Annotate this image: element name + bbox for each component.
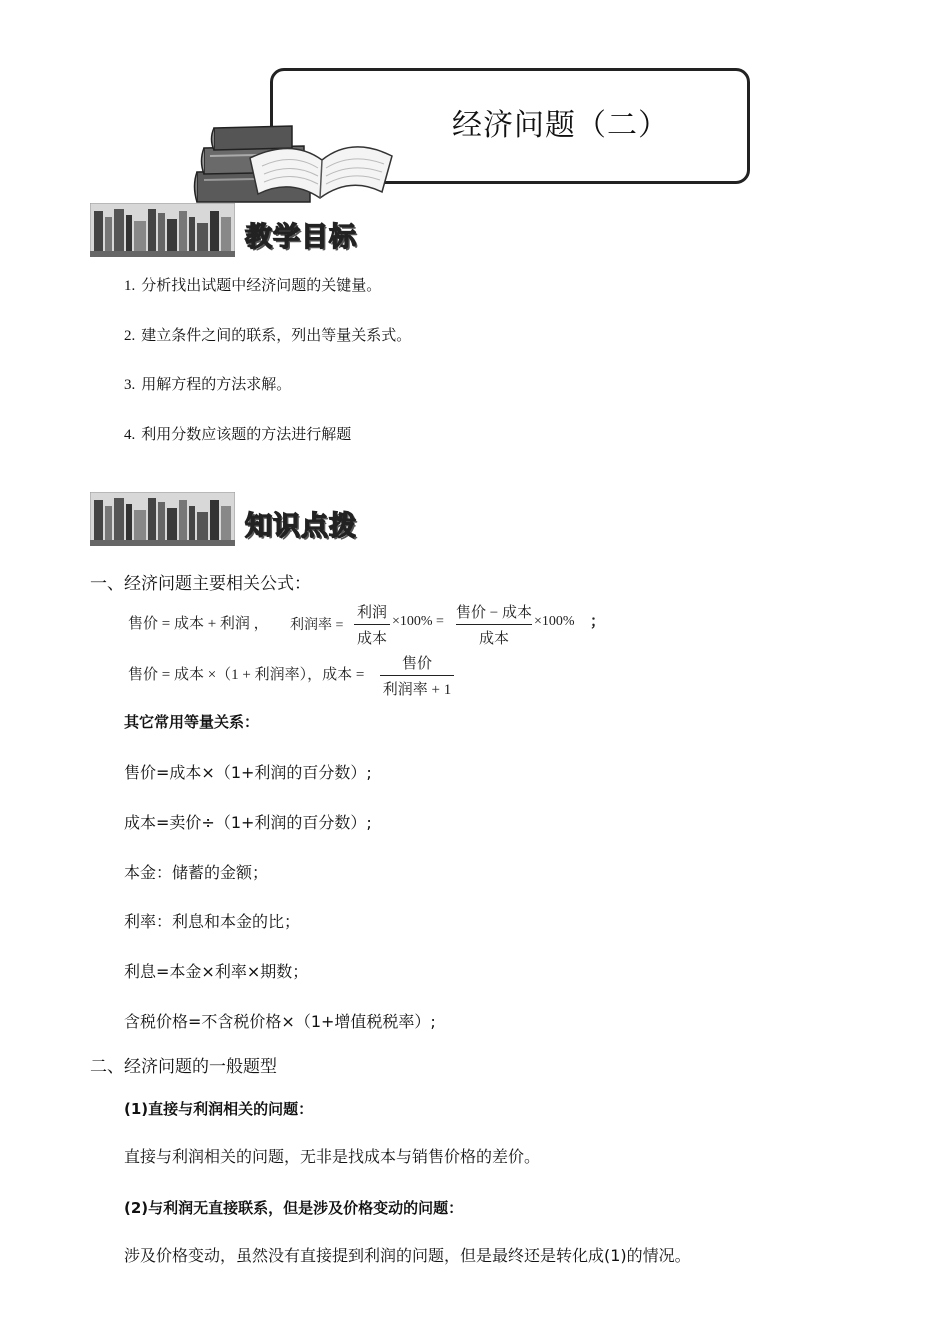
fraction-denominator: 成本 <box>356 631 387 647</box>
formula-multiplier: ×100% <box>534 614 575 629</box>
knowledge-section-title: 知识点拨 <box>245 511 357 542</box>
relation-item: 成本=卖价÷（1+利润的百分数）; <box>124 813 372 832</box>
goals-section-header <box>90 203 357 257</box>
part2-heading: 二、经济问题的一般题型 <box>90 1057 277 1077</box>
type1-text: 直接与利润相关的问题，无非是找成本与销售价格的差价。 <box>124 1147 541 1166</box>
fraction-denominator: 利润率 + 1 <box>382 682 452 698</box>
goal-item: 3. 用解方程的方法求解。 <box>124 375 292 393</box>
relation-item: 本金：储蓄的金额； <box>124 863 269 882</box>
fraction-bar <box>354 624 390 625</box>
formula-price-cost-profit: 售价 = 成本 + 利润 ， <box>128 616 269 632</box>
knowledge-section-header <box>90 492 357 546</box>
goals-section-title: 教学目标 <box>245 222 357 253</box>
formula-end-mark: ； <box>590 614 606 630</box>
fraction-bar <box>456 624 532 625</box>
goal-item: 4. 利用分数应该题的方法进行解题 <box>124 425 352 443</box>
fraction-bar <box>380 675 454 676</box>
formula-multiplier: ×100% = <box>392 614 444 629</box>
type1-title: (1)直接与利润相关的问题： <box>124 1100 314 1118</box>
other-relations-title: 其它常用等量关系： <box>124 713 260 731</box>
formula-rate-label: 利润率 = <box>290 618 344 633</box>
formula-fraction-profit-cost <box>354 601 390 648</box>
relation-item: 利息=本金×利率×期数； <box>124 962 309 981</box>
bookshelf-icon <box>90 203 235 257</box>
bookshelf-icon <box>90 492 235 546</box>
relation-item: 利率：利息和本金的比； <box>124 912 301 931</box>
formula-fraction-cost <box>380 652 454 699</box>
goal-item: 1. 分析找出试题中经济问题的关键量。 <box>124 276 382 294</box>
relation-item: 含税价格=不含税价格×（1+增值税税率）; <box>124 1012 436 1031</box>
goal-item: 2. 建立条件之间的联系，列出等量关系式。 <box>124 326 412 344</box>
part1-heading: 一、经济问题主要相关公式： <box>90 574 311 594</box>
formula-fraction-price-minus-cost <box>456 601 532 648</box>
formula-price-cost-rate: 售价 = 成本 ×（1 + 利润率），成本 = <box>128 667 365 683</box>
type2-title: (2)与利润无直接联系，但是涉及价格变动的问题： <box>124 1199 464 1217</box>
fraction-numerator: 售价 − 成本 <box>456 605 532 621</box>
fraction-denominator: 成本 <box>478 631 509 647</box>
type2-text: 涉及价格变动，虽然没有直接提到利润的问题，但是最终还是转化成(1)的情况。 <box>124 1246 691 1265</box>
books-illustration <box>192 120 397 205</box>
fraction-numerator: 售价 <box>401 656 432 672</box>
fraction-numerator: 利润 <box>356 605 387 621</box>
page-title: 经济问题（二） <box>452 108 669 143</box>
relation-item: 售价=成本×（1+利润的百分数）; <box>124 763 372 782</box>
